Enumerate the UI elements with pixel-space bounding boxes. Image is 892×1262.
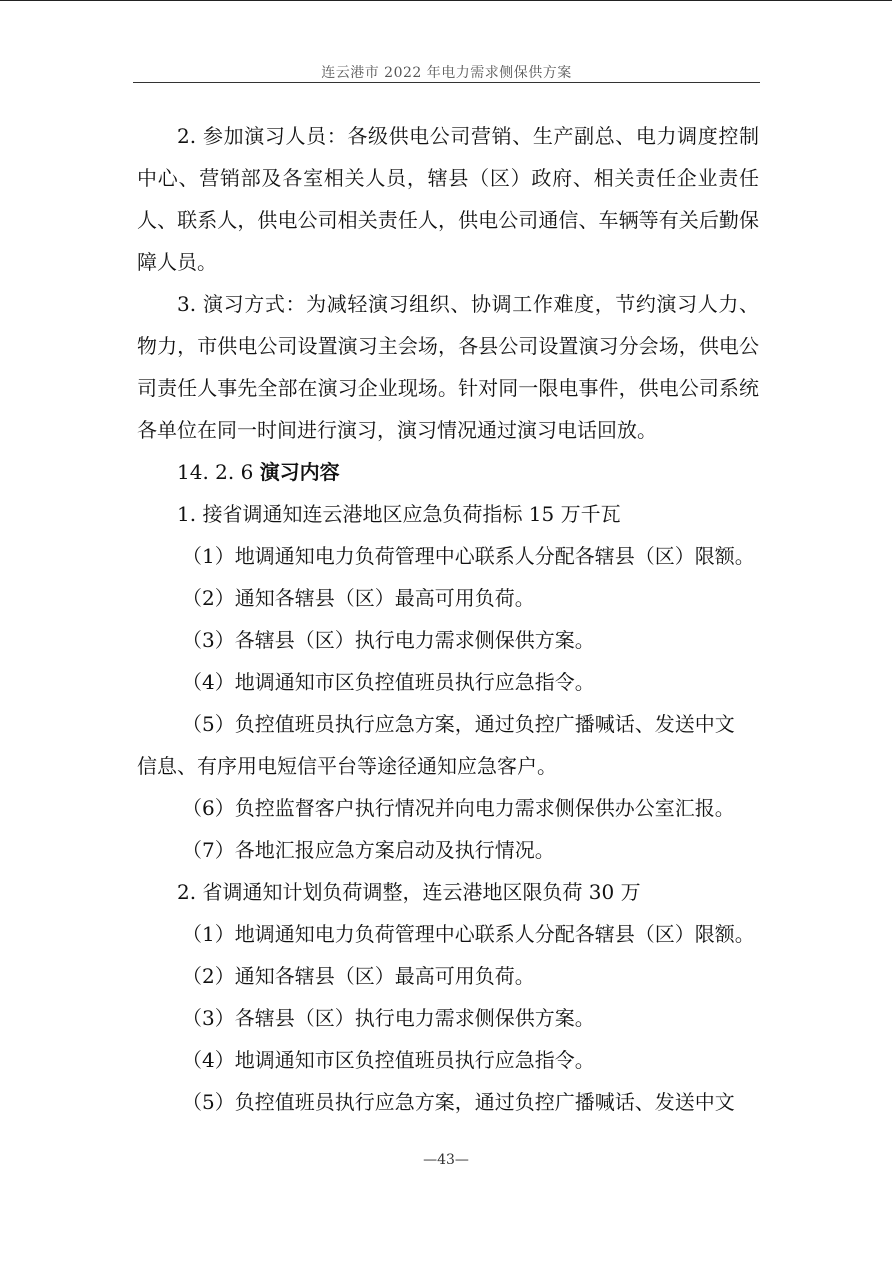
section-heading <box>137 451 759 493</box>
step2-item-4: （4）地调通知市区负控值班员执行应急指令。 <box>182 1048 595 1072</box>
step1-item-3: （3）各辖县（区）执行电力需求侧保供方案。 <box>182 628 595 652</box>
step1-item-5: （5）负控值班员执行应急方案，通过负控广播喊话、发送中文 <box>182 712 735 736</box>
header-rule <box>133 82 760 83</box>
document-body <box>137 115 759 1123</box>
step2-title: 2. 省调通知计划负荷调整，连云港地区限负荷 30 万 <box>177 880 641 904</box>
step2-item-2: （2）通知各辖县（区）最高可用负荷。 <box>182 964 535 988</box>
page-top-border <box>0 0 892 1</box>
step1-item-7: （7）各地汇报应急方案启动及执行情况。 <box>182 838 555 862</box>
step1-title: 1. 接省调通知连云港地区应急负荷指标 15 万千瓦 <box>177 502 621 526</box>
step1-item-1: （1）地调通知电力负荷管理中心联系人分配各辖县（区）限额。 <box>182 544 755 568</box>
page-number: —43— <box>423 1152 469 1168</box>
paragraph-method: 3. 演习方式：为减轻演习组织、协调工作难度，节约演习人力、物力，市供电公司设置演习主会场，各县公司设置演习分会场，供电公司责任人事先全部在演习企业现场。针对同一限电事件，供电公司系统各单位在同一时间进行演习，演习情况通过演习电话回放。 <box>137 292 759 442</box>
section-title: 演习内容 <box>259 460 340 484</box>
step1-item-4: （4）地调通知市区负控值班员执行应急指令。 <box>182 670 595 694</box>
step1-item-5-continued: 信息、有序用电短信平台等途径通知应急客户。 <box>137 754 557 778</box>
step1-item-6: （6）负控监督客户执行情况并向电力需求侧保供办公室汇报。 <box>182 796 735 820</box>
page-header: 连云港市 2022 年电力需求侧保供方案 <box>321 65 572 81</box>
step1-item-2: （2）通知各辖县（区）最高可用负荷。 <box>182 586 535 610</box>
paragraph-participants: 2. 参加演习人员：各级供电公司营销、生产副总、电力调度控制中心、营销部及各室相关人员，辖县（区）政府、相关责任企业责任人、联系人，供电公司相关责任人，供电公司通信、车辆等有关后勤保障人员。 <box>137 124 759 274</box>
step2-item-1: （1）地调通知电力负荷管理中心联系人分配各辖县（区）限额。 <box>182 922 755 946</box>
step2-item-5: （5）负控值班员执行应急方案，通过负控广播喊话、发送中文 <box>182 1090 735 1114</box>
section-number: 14. 2. 6 <box>177 460 260 484</box>
step2-item-3: （3）各辖县（区）执行电力需求侧保供方案。 <box>182 1006 595 1030</box>
